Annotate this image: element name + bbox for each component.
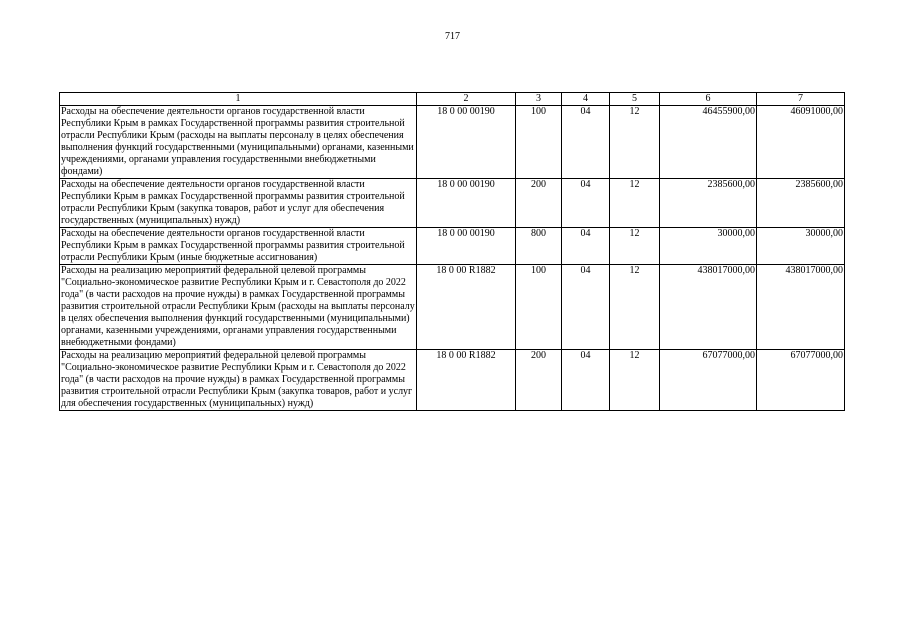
target-article-code: 18 0 00 00190: [417, 179, 516, 228]
table-row: [60, 179, 845, 228]
expense-type: 200: [516, 350, 562, 411]
page-number: 717: [445, 31, 460, 42]
subsection-code: 12: [610, 106, 660, 179]
target-article-code: 18 0 00 00190: [417, 106, 516, 179]
amount-col7: 2385600,00: [757, 179, 845, 228]
column-header: 3: [516, 93, 562, 106]
expense-type: 100: [516, 265, 562, 350]
subsection-code: 12: [610, 350, 660, 411]
expense-type: 200: [516, 179, 562, 228]
section-code: 04: [562, 265, 610, 350]
table-row: [60, 228, 845, 265]
target-article-code: 18 0 00 00190: [417, 228, 516, 265]
table-row: [60, 265, 845, 350]
amount-col7: 438017000,00: [757, 265, 845, 350]
section-code: 04: [562, 228, 610, 265]
amount-col6: 438017000,00: [660, 265, 757, 350]
expense-name: Расходы на обеспечение деятельности органов государственной власти Республики Крым в рамках Государственной программы развития строительной отрасли Республики Крым (расходы на выплаты персоналу в целях обеспечения выполнения функций государственными (муниципальными) органами, казенными учреждениями, органами управления государственными внебюджетными фондами): [60, 106, 417, 179]
column-header: 5: [610, 93, 660, 106]
subsection-code: 12: [610, 228, 660, 265]
expense-type: 100: [516, 106, 562, 179]
column-header: 2: [417, 93, 516, 106]
budget-table: [59, 92, 845, 411]
section-code: 04: [562, 179, 610, 228]
table-row: [60, 106, 845, 179]
column-header: 7: [757, 93, 845, 106]
target-article-code: 18 0 00 R1882: [417, 350, 516, 411]
amount-col6: 46455900,00: [660, 106, 757, 179]
section-code: 04: [562, 350, 610, 411]
expense-name: Расходы на реализацию мероприятий федеральной целевой программы "Социально-экономическое развитие Республики Крым и г. Севастополя до 2022 года" (в части расходов на прочие нужды) в рамках Государственной программы развития строительной отрасли Республики Крым (расходы на выплаты персоналу в целях обеспечения выполнения функций государственными (муниципальными) органами, казенными учреждениями, органами управления государственными внебюджетными фондами): [61, 265, 415, 348]
header-row: [60, 93, 845, 106]
amount-col7: 30000,00: [757, 228, 845, 265]
column-header: 6: [660, 93, 757, 106]
section-code: 04: [562, 106, 610, 179]
column-header: 1: [60, 93, 417, 106]
expense-name: Расходы на обеспечение деятельности органов государственной власти Республики Крым в рамках Государственной программы развития строительной отрасли Республики Крым (закупка товаров, работ и услуг для обеспечения государственных (муниципальных) нужд): [60, 179, 417, 228]
amount-col6: 30000,00: [660, 228, 757, 265]
amount-col6: 2385600,00: [660, 179, 757, 228]
expense-name: Расходы на обеспечение деятельности органов государственной власти Республики Крым в рамках Государственной программы развития строительной отрасли Республики Крым (иные бюджетные ассигнования): [60, 228, 417, 265]
expense-name: Расходы на реализацию мероприятий федеральной целевой программы "Социально-экономическое развитие Республики Крым и г. Севастополя до 2022 года" (в части расходов на прочие нужды) в рамках Государственной программы развития строительной отрасли Республики Крым (закупка товаров, работ и услуг для обеспечения государственных (муниципальных) нужд): [60, 350, 417, 411]
amount-col7: 46091000,00: [757, 106, 845, 179]
target-article-code: 18 0 00 R1882: [417, 265, 516, 350]
column-header: 4: [562, 93, 610, 106]
expense-type: 800: [516, 228, 562, 265]
amount-col6: 67077000,00: [660, 350, 757, 411]
subsection-code: 12: [610, 179, 660, 228]
subsection-code: 12: [610, 265, 660, 350]
amount-col7: 67077000,00: [757, 350, 845, 411]
table-row: [60, 350, 845, 411]
